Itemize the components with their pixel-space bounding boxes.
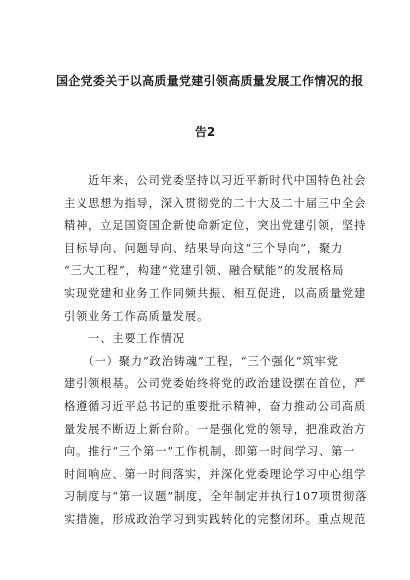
section-heading: 一、主要工作情况 [64,332,185,346]
paragraph-line: 量发展不断迈上新台阶。一是强化党的领导，把准政治方 [64,422,367,436]
paragraph-line: 建引领根基。公司党委始终将党的政治建设摆在首位，严 [64,377,367,391]
document-body [64,170,368,532]
paragraph-line: 实现党建和业务工作同频共振、相互促进，以高质量党建 [64,286,367,300]
paragraph-line: 精神，立足国资国企新使命新定位，突出党建引领，坚持 [64,219,367,233]
paragraph-line: “三大工程”，构建“党建引领、融合赋能”的发展格局 [64,264,345,278]
paragraph-line: 实措施，形成政治学习到实践转化的完整闭环。重点规范 [64,512,367,526]
paragraph-line: 向。推行“三个第一”工作机制，即第一时间学习、第一 [64,445,356,459]
document-title: 国企党委关于以高质量党建引领高质量发展工作情况的报 [56,74,364,88]
paragraph-line: 引领业务工作高质量发展。 [64,309,210,323]
paragraph-line: 时间响应、第一时间落实，并深化党委理论学习中心组学 [64,467,367,481]
paragraph-line: 目标导向、问题导向、结果导向这“三个导向”，聚力 [64,241,344,255]
paragraph-line: （一）聚力“政治铸魂”工程，“三个强化”筑牢党 [64,354,339,368]
paragraph-line: 主义思想为指导，深入贯彻党的二十大及二十届三中全会 [64,196,367,210]
paragraph-line: 习制度与“第一议题”制度，全年制定并执行107项贯彻落 [64,490,368,504]
document-title-continuation: 告2 [194,125,216,139]
paragraph-line: 格遵循习近平总书记的重要批示精神，奋力推动公司高质 [64,399,367,413]
paragraph-line: 近年来，公司党委坚持以习近平新时代中国特色社会 [64,174,367,187]
